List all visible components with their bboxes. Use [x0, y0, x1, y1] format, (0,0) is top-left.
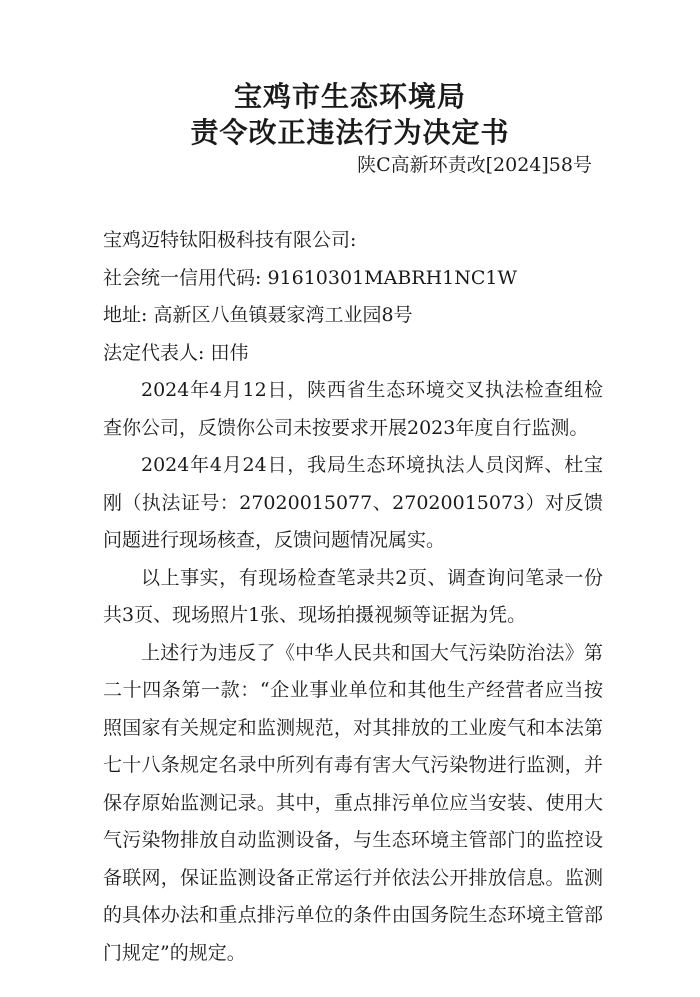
address-value: 高新区八鱼镇聂家湾工业园8号: [153, 304, 413, 326]
paragraph: 以上事实，有现场检查笔录共2页、调查询问笔录一份共3页、现场照片1张、现场拍摄视频等证据为凭。: [103, 566, 603, 626]
credit-code-line: [103, 260, 603, 298]
credit-code-label: 社会统一信用代码:: [103, 266, 262, 289]
legal-rep-label: 法定代表人:: [103, 341, 205, 364]
credit-code-value: 91610301MABRH1NC1W: [267, 266, 518, 289]
legal-rep-value: 田伟: [210, 341, 249, 364]
document-title: 责令改正违法行为决定书: [190, 116, 510, 149]
document-body: [103, 222, 603, 972]
paragraph: 2024年4月12日，陕西省生态环境交叉执法检查组检查你公司，反馈你公司未按要求开展2023年度自行监测。: [103, 379, 603, 439]
agency-title: 宝鸡市生态环境局: [233, 80, 466, 113]
paragraph: 上述行为违反了《中华人民共和国大气污染防治法》第二十四条第一款：“企业事业单位和其他生产经营者应当按照国家有关规定和监测规范，对其排放的工业废气和本法第七十八条规定名录中所列有毒有害大气污染物进行监测，并保存原始监测记录。其中，重点排污单位应当安装、使用大气污染物排放自动监测设备，与生态环境主管部门的监控设备联网，保证监测设备正常运行并依法公开排放信息。监测的具体办法和重点排污单位的条件由国务院生态环境主管部门规定”的规定。: [103, 641, 603, 964]
legal-rep-line: [103, 335, 603, 373]
address-label: 地址:: [103, 304, 148, 326]
paragraph: 2024年4月24日，我局生态环境执法人员闵辉、杜宝刚（执法证号：27020015077、27020015073）对反馈问题进行现场核查，反馈问题情况属实。: [103, 454, 603, 551]
address-line: [103, 297, 603, 335]
document-number: 陕C高新环责改[2024]58号: [357, 154, 592, 176]
recipient-company: 宝鸡迈特钛阳极科技有限公司:: [103, 229, 357, 251]
